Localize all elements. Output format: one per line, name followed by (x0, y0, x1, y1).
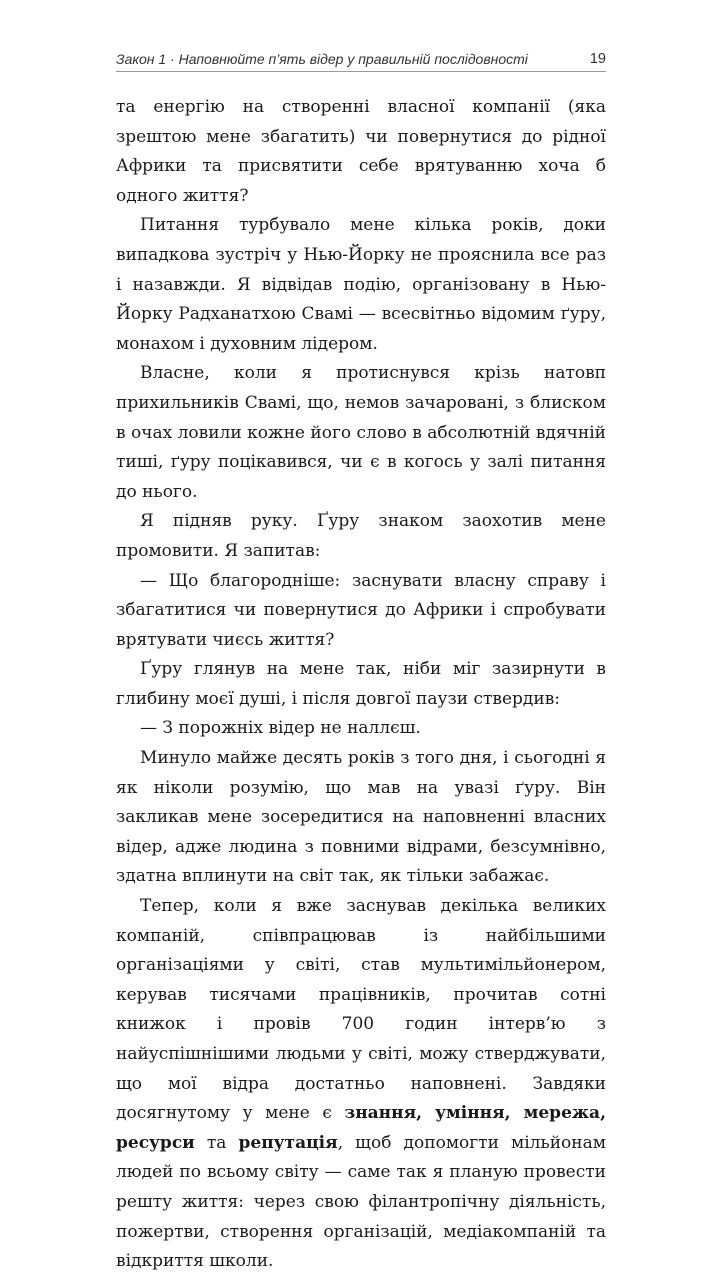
text-run: та (194, 1132, 239, 1153)
page-body (116, 93, 606, 1277)
paragraph: Я підняв руку. Ґуру знаком заохотив мене промовити. Я запитав: (116, 511, 606, 561)
paragraph: та енергію на створенні власної компанії (яка зрештою мене збагатить) чи повернутися до рідної Африки та присвятити себе врятуванню хоча б одного життя? (116, 97, 606, 206)
text-run: , щоб допомогти мільйонам людей по всьому світу — саме так я планую провести решту життя: через свою філантропічну діяльність, пожертви, створення організацій, медіакомпаній та відкриття школи. (116, 1132, 606, 1272)
text-run: Тепер, коли я вже заснував декілька великих компаній, співпрацював із найбільшими організаціями у світі, став мультимільйонером, керував тисячами працівників, прочитав сотні книжок і провів 700 годин інтерв’ю з найуспішнішими людьми у світі, можу стверджувати, що мої відра достатньо наповнені. Завдяки досягнутому у мене є (116, 896, 606, 1124)
paragraph: Власне, коли я протиснувся крізь натовп прихильників Свамі, що, немов зачаровані, з блиском в очах ловили кожне його слово в абсолютній вдячній тиші, ґуру поцікавився, чи є в когось у залі питання до нього. (116, 363, 606, 502)
dialogue-line: — Що благородніше: заснувати власну справу і збагатитися чи повернутися до Африки і спробувати врятувати чиєсь життя? (116, 570, 606, 650)
chapter-title: Закон 1 · Наповнюйте п’ять відер у правильній послідовності (116, 51, 528, 67)
bold-text: репутація (238, 1132, 338, 1153)
running-head (116, 51, 606, 72)
paragraph: Питання турбувало мене кілька років, доки випадкова зустріч у Нью-Йорку не прояснила все раз і назавжди. Я відвідав подію, організовану в Нью-Йорку Радханатхою Свамі — всесвітньо відомим ґуру, монахом і духовним лідером. (116, 215, 606, 354)
paragraph: Ґуру глянув на мене так, ніби міг зазирнути в глибину моєї душі, і після довгої паузи ствердив: (116, 659, 606, 709)
paragraph: Минуло майже десять років з того дня, і сьогодні я як ніколи розумію, що мав на увазі ґуру. Він закликав мене зосередитися на наповненні власних відер, адже людина з повними відрами, безсумнівно, здатна вплинути на світ так, як тільки забажає. (116, 748, 606, 887)
dialogue-line: — З порожніх відер не наллєш. (140, 718, 421, 739)
paragraph-with-emphasis (116, 892, 606, 1277)
page-number: 19 (589, 51, 606, 67)
bold-text: знання, уміння, мережа, ресурси (116, 1103, 606, 1153)
